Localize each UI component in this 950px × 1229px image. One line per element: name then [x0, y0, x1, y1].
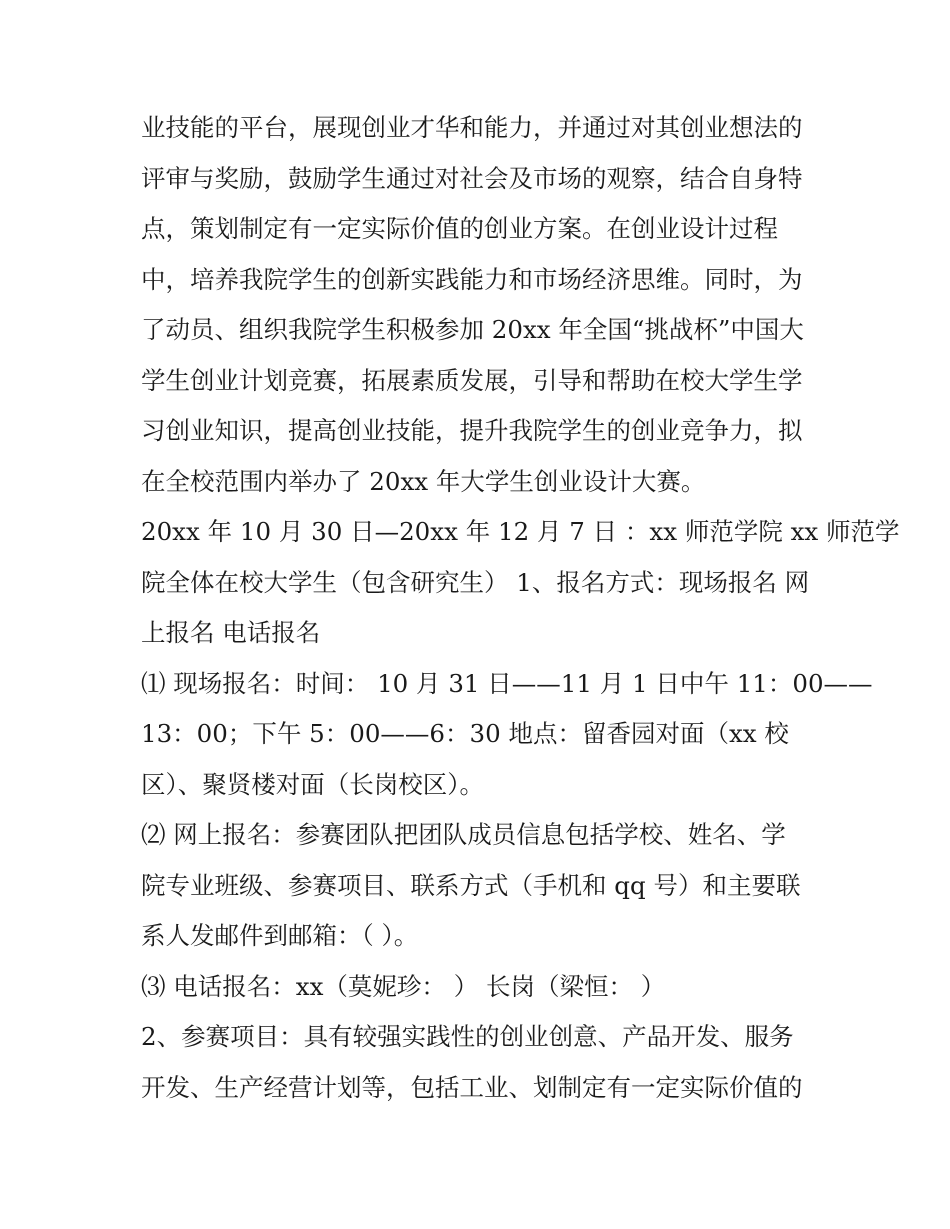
text-line: 学生创业计划竞赛，拓展素质发展，引导和帮助在校大学生学 — [141, 365, 803, 395]
text-line: 2、参赛项目：具有较强实践性的创业创意、产品开发、服务 — [141, 1022, 794, 1051]
text-line: 中，培养我院学生的创新实践能力和市场经济思维。同时，为 — [141, 264, 803, 294]
text-line: 系人发邮件到邮箱：（ ）。 — [141, 921, 419, 950]
text-line: 院全体在校大学生（包含研究生） 1、报名方式：现场报名 网 — [141, 567, 810, 597]
text-line: ⑵ 网上报名：参赛团队把团队成员信息包括学校、姓名、学 — [141, 820, 786, 849]
paragraph-intro — [141, 103, 821, 507]
text-line: 习创业知识，提高创业技能，提升我院学生的创业竞争力，拟 — [141, 416, 803, 445]
text-line: 在全校范围内举办了 20xx 年大学生创业设计大赛。 — [141, 466, 706, 496]
paragraph-projects — [141, 1012, 821, 1113]
text-line: 13：00；下午 5：00——6：30 地点：留香园对面（xx 校 — [141, 719, 789, 748]
text-line: 20xx 年 10 月 30 日—20xx 年 12 月 7 日 ：xx 师范学院 xx 师范学 — [141, 517, 900, 546]
text-line: 区）、聚贤楼对面（长岗校区）。 — [141, 769, 484, 799]
text-line: 评审与奖励，鼓励学生通过对社会及市场的观察，结合自身特 — [141, 163, 803, 193]
document-body — [141, 103, 900, 1113]
paragraph-phone-registration — [141, 962, 821, 1013]
paragraph-onsite-registration — [141, 659, 873, 811]
text-line: ⑶ 电话报名：xx（莫妮珍： ） 长岗（梁恒： ） — [141, 971, 666, 1001]
text-line: 院专业班级、参赛项目、联系方式（手机和 qq 号）和主要联 — [141, 870, 801, 900]
paragraph-online-registration — [141, 810, 821, 962]
text-line: ⑴ 现场报名：时间： 10 月 31 日——11 月 1 日中午 11：00—— — [141, 668, 873, 698]
paragraph-schedule — [141, 507, 900, 659]
text-line: 开发、生产经营计划等，包括工业、划制定有一定实际价值的 — [141, 1072, 803, 1102]
text-line: 点，策划制定有一定实际价值的创业方案。在创业设计过程 — [141, 214, 778, 243]
text-line: 上报名 电话报名 — [141, 618, 321, 647]
text-line: 了动员、组织我院学生积极参加 20xx 年全国“挑战杯”中国大 — [141, 315, 804, 344]
text-line: 业技能的平台，展现创业才华和能力，并通过对其创业想法的 — [141, 113, 803, 142]
